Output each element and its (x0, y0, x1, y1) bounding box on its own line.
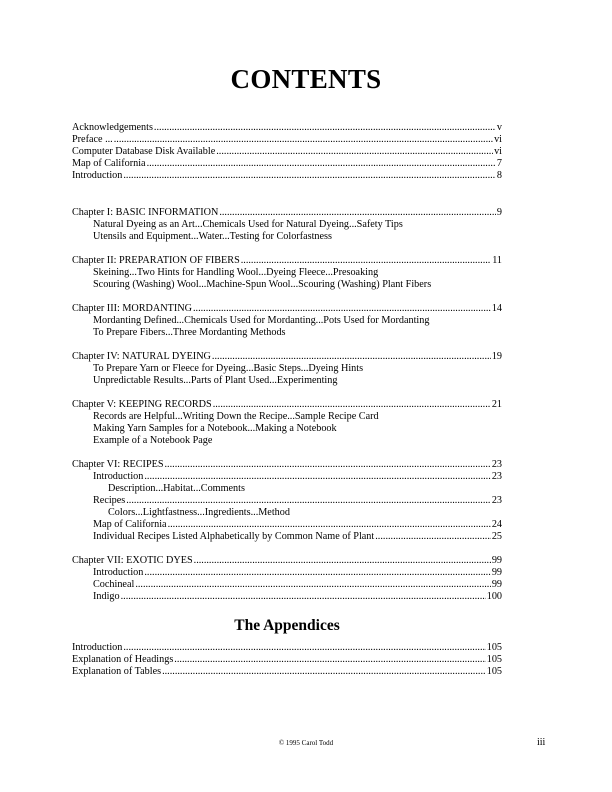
toc-page: 11 (492, 255, 502, 266)
dot-leader (212, 351, 491, 363)
toc-label: Preface ... (72, 134, 113, 145)
dot-leader (147, 158, 496, 170)
copyright-footer: © 1995 Carol Todd (278, 739, 334, 747)
dot-leader (375, 531, 491, 543)
toc-subentry-individual-recipes[interactable] (72, 531, 502, 543)
toc-label: Introduction (72, 170, 123, 181)
toc-page: 99 (491, 555, 502, 566)
dot-leader (114, 134, 493, 146)
toc-page: 14 (491, 303, 502, 314)
page-title: CONTENTS (230, 64, 382, 94)
toc-page: vi (494, 134, 502, 145)
toc-label: Chapter VII: EXOTIC DYES (72, 555, 193, 566)
dot-leader (162, 666, 486, 678)
chapter-topics: Skeining...Two Hints for Handling Wool...Dyeing Fleece...Presoaking (93, 267, 379, 278)
chapter-topics: Mordanting Defined...Chemicals Used for Mordanting...Pots Used for Mordanting (93, 315, 430, 326)
toc-label: Cochineal (93, 579, 135, 590)
chapter-topics: Unpredictable Results...Parts of Plant Used...Experimenting (93, 375, 338, 386)
dot-leader (165, 459, 491, 471)
toc-page: 105 (486, 666, 502, 677)
chapter-topics: Description...Habitat...Comments (108, 483, 245, 494)
toc-subentry-indigo[interactable] (72, 591, 502, 603)
toc-entry-chapter-1[interactable] (72, 207, 502, 219)
toc-page: 8 (496, 170, 502, 181)
chapter-topics: Example of a Notebook Page (93, 435, 213, 446)
toc-label: Chapter V: KEEPING RECORDS (72, 399, 212, 410)
toc-page: v (496, 122, 502, 133)
toc-page: 23 (491, 495, 502, 506)
toc-label: Computer Database Disk Available (72, 146, 216, 157)
toc-page: 23 (491, 459, 502, 470)
toc-page: 19 (491, 351, 502, 362)
toc-page: 23 (491, 471, 502, 482)
dot-leader (126, 495, 491, 507)
toc-entry-acknowledgements[interactable] (72, 122, 502, 134)
toc-page: 21 (491, 399, 502, 410)
toc-entry-chapter-7[interactable] (72, 555, 502, 567)
toc-label: Map of California (72, 158, 146, 169)
toc-subentry-recipes[interactable] (72, 495, 502, 507)
dot-leader (213, 399, 491, 411)
dot-leader (194, 555, 491, 567)
toc-label: Chapter III: MORDANTING (72, 303, 192, 314)
chapter-topics: To Prepare Yarn or Fleece for Dyeing...Basic Steps...Dyeing Hints (93, 363, 364, 374)
toc-entry-map[interactable] (72, 158, 502, 170)
toc-page: 100 (486, 591, 502, 602)
toc-entry-database-disk[interactable] (72, 146, 502, 158)
toc-label: Introduction (72, 642, 123, 653)
dot-leader (123, 642, 485, 654)
toc-label: Chapter IV: NATURAL DYEING (72, 351, 211, 362)
chapter-topics: Records are Helpful...Writing Down the Recipe...Sample Recipe Card (93, 411, 379, 422)
toc-label: Map of California (93, 519, 167, 530)
dot-leader (144, 471, 490, 483)
dot-leader (135, 579, 491, 591)
toc-label: Acknowledgements (72, 122, 153, 133)
toc-label: Recipes (93, 495, 126, 506)
toc-subentry-map[interactable] (72, 519, 502, 531)
toc-page: 99 (491, 567, 502, 578)
toc-entry-chapter-5[interactable] (72, 399, 502, 411)
toc-label: Explanation of Headings (72, 654, 174, 665)
toc-page: 9 (496, 207, 502, 218)
chapter-topics: Making Yarn Samples for a Notebook...Making a Notebook (93, 423, 337, 434)
toc-entry-preface[interactable] (72, 134, 502, 146)
toc-label: Chapter I: BASIC INFORMATION (72, 207, 219, 218)
chapter-topics: To Prepare Fibers...Three Mordanting Methods (93, 327, 286, 338)
toc-label: Explanation of Tables (72, 666, 162, 677)
dot-leader (193, 303, 491, 315)
dot-leader (241, 255, 491, 267)
toc-subentry-exotic-introduction[interactable] (72, 567, 502, 579)
toc-label: Introduction (93, 471, 144, 482)
toc-page: 7 (496, 158, 502, 169)
toc-entry-explanation-tables[interactable] (72, 666, 502, 678)
toc-entry-explanation-headings[interactable] (72, 654, 502, 666)
table-of-contents (72, 122, 502, 678)
chapter-topics: Scouring (Washing) Wool...Machine-Spun Wool...Scouring (Washing) Plant Fibers (93, 279, 432, 290)
toc-entry-chapter-3[interactable] (72, 303, 502, 315)
toc-label: Individual Recipes Listed Alphabetically by Common Name of Plant (93, 531, 375, 542)
toc-page: vi (494, 146, 502, 157)
dot-leader (216, 146, 493, 158)
toc-subentry-cochineal[interactable] (72, 579, 502, 591)
toc-label: Introduction (93, 567, 144, 578)
dot-leader (168, 519, 491, 531)
dot-leader (174, 654, 485, 666)
chapter-topics: Natural Dyeing as an Art...Chemicals Used for Natural Dyeing...Safety Tips (93, 219, 403, 230)
dot-leader (123, 170, 496, 182)
dot-leader (154, 122, 496, 134)
toc-entry-introduction[interactable] (72, 170, 502, 182)
chapter-topics: Colors...Lightfastness...Ingredients...Method (108, 507, 290, 518)
toc-page: 25 (491, 531, 502, 542)
toc-entry-appendix-introduction[interactable] (72, 642, 502, 654)
toc-label: Chapter II: PREPARATION OF FIBERS (72, 255, 240, 266)
toc-page: 24 (491, 519, 502, 530)
dot-leader (219, 207, 496, 219)
toc-page: 99 (491, 579, 502, 590)
dot-leader (144, 567, 490, 579)
toc-page: 105 (486, 642, 502, 653)
toc-entry-chapter-6[interactable] (72, 459, 502, 471)
toc-label: Indigo (93, 591, 120, 602)
page-number: iii (537, 737, 546, 748)
chapter-topics: Utensils and Equipment...Water...Testing for Colorfastness (93, 231, 332, 242)
toc-page: 105 (486, 654, 502, 665)
appendices-heading: The Appendices (234, 617, 340, 634)
toc-label: Chapter VI: RECIPES (72, 459, 164, 470)
toc-entry-chapter-4[interactable] (72, 351, 502, 363)
dot-leader (121, 591, 486, 603)
toc-entry-chapter-2[interactable] (72, 255, 502, 267)
toc-subentry-recipes-introduction[interactable] (72, 471, 502, 483)
